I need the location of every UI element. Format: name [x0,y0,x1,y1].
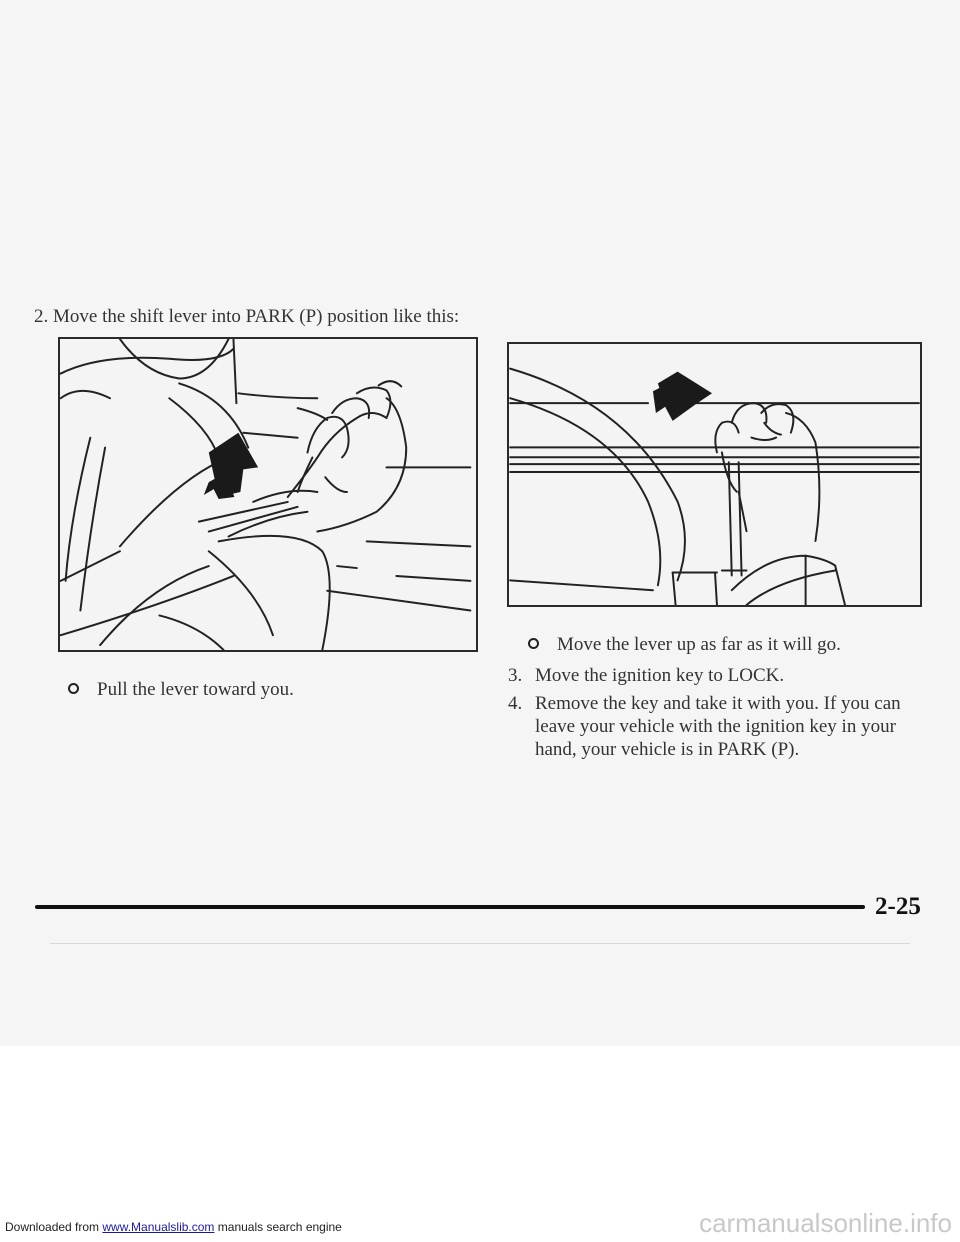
watermark: carmanualsonline.info [699,1208,952,1238]
bullet-icon [68,683,79,694]
step-4-number: 4. [508,693,523,714]
shift-lever-up-illustration [507,342,922,607]
scan-faint-line [50,943,910,944]
step-3-number: 3. [508,665,523,686]
page-number: 2-25 [875,893,921,920]
footer-suffix: manuals search engine [214,1220,342,1234]
manualslib-link[interactable]: www.Manualslib.com [102,1220,215,1234]
page-divider [35,905,865,909]
step-4 [508,692,908,764]
footer-prefix: Downloaded from [5,1220,103,1234]
step-2-heading: 2. Move the shift lever into PARK (P) position like this: [34,306,460,327]
bullet-move-up-text: Move the lever up as far as it will go. [557,634,841,655]
shift-lever-pull-illustration [58,337,478,652]
step-3 [508,664,908,688]
download-footer [5,1220,342,1234]
step-3-text: Move the ignition key to LOCK. [535,665,785,686]
bullet-pull-lever [68,679,294,701]
step-4-text: Remove the key and take it with you. If you can leave your vehicle with the ignition key in your hand, your vehicle is in PARK (P). [535,693,901,760]
bullet-pull-text: Pull the lever toward you. [97,679,294,700]
bullet-move-lever-up [528,634,841,656]
bullet-icon [528,638,539,649]
